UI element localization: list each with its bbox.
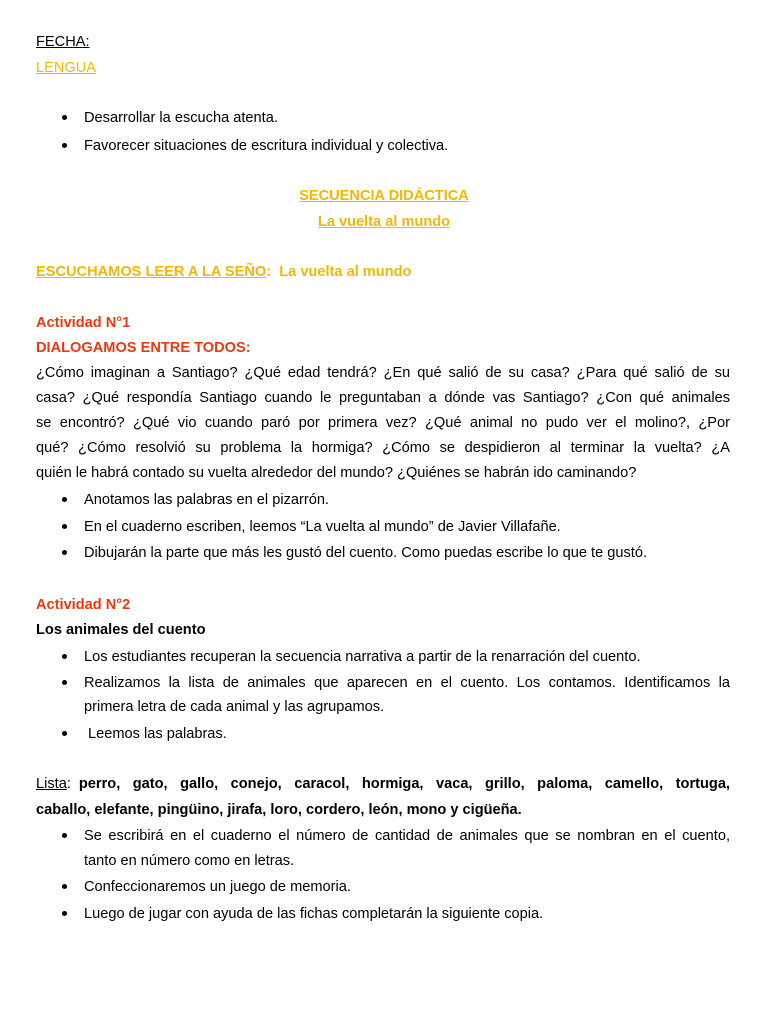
secuencia-subtitle: La vuelta al mundo bbox=[317, 214, 451, 230]
fecha-label: FECHA: bbox=[36, 34, 90, 50]
question-line: se encontró? ¿Qué vio cuando paró por primera vez? ¿Qué animal no pudo ver el molino?, ¿Por bbox=[36, 415, 730, 431]
question-line: casa? ¿Qué respondía Santiago cuando le preguntaban a dónde vas Santiago? ¿Con qué animales bbox=[36, 390, 730, 406]
question-line: quién le habrá contado su vuelta alrededor del mundo? ¿Quiénes se habrán ido caminando? bbox=[36, 465, 637, 481]
actividad1-title: Actividad N°1 bbox=[36, 315, 131, 331]
lista-line: Lista : perro, gato, gallo, conejo, caracol, hormiga, vaca, grillo, paloma, camello, tortuga, bbox=[36, 776, 730, 792]
escuchamos-heading: ESCUCHAMOS LEER A LA SEÑO: La vuelta al mundo bbox=[36, 264, 412, 280]
animal-list: caballo, elefante, pingüino, jirafa, loro, cordero, león, mono y cigüeña. bbox=[36, 802, 522, 818]
actividad1-subtitle: DIALOGAMOS ENTRE TODOS: bbox=[36, 340, 251, 356]
animal-list: perro, gato, gallo, conejo, caracol, hormiga, vaca, grillo, paloma, camello, tortuga, bbox=[78, 776, 730, 792]
document-page: FECHA: LENGUA Desarrollar la escucha atenta. Favorecer situaciones de escritura individual y colectiva. SECUENCIA DIDÁCTICA La vuelta al mundo ESCUCHAMOS LEER A LA SEÑO: La vuelta al mundo Actividad N°1 DIALOGAMOS ENTRE TODOS: ¿Cómo imaginan a Santiago? ¿Qué edad tendrá? ¿En qué salió de su casa? ¿Para qué salió de su casa? ¿Qué respondía Santiago cuando le preguntaban a dónde vas Santiago? ¿Con qué animales se encontró? ¿Qué vio cuando paró por primera vez? ¿Qué animal no pudo ver el molino?, ¿Por qué? ¿Cómo resolvió su problema la hormiga? ¿Cómo se despidieron al terminar la vuelta? ¿A quién le habrá contado su vuelta alrededor del mundo? ¿Quiénes se habrán ido caminando? Anotamos las palabras en el pizarrón. En el cuaderno escriben, leemos “La vuelta al mundo” de Javier Villafañe. Dibujarán la parte que más les gustó del cuento. Como puedas escribe lo que te gustó. Actividad N°2 Los animales del cuento Los estudiantes recuperan la secuencia narrativa a partir de la renarración del cuento. Realizamos la lista de animales que aparecen en el cuento. Los contamos. Identificamos la primera letra de cada animal y las agrupamos. Leemos las palabras. Lista : perro, gato, gallo, conejo, caracol, hormiga, vaca, grillo, paloma, camello, tortuga, caballo, elefante, pingüino, jirafa, loro, cordero, león, mono y cigüeña. Se escribirá en el cuaderno el número de cantidad de animales que se nombran en el cuento, tanto en número como en letras. Confeccionaremos un juego de memoria. Luego de jugar con ayuda de las fichas completarán la siguiente copia. bbox=[0, 0, 768, 1024]
lista-label: Lista bbox=[36, 776, 67, 792]
list-item-continuation: primera letra de cada animal y las agrupamos. bbox=[84, 699, 385, 715]
actividad2-subtitle: Los animales del cuento bbox=[36, 622, 206, 638]
secuencia-title: SECUENCIA DIDÁCTICA bbox=[299, 188, 469, 204]
question-line: ¿Cómo imaginan a Santiago? ¿Qué edad tendrá? ¿En qué salió de su casa? ¿Para qué salió de su bbox=[36, 365, 730, 381]
lengua-label: LENGUA bbox=[36, 60, 97, 76]
list-item-continuation: tanto en número como en letras. bbox=[84, 853, 295, 869]
question-line: qué? ¿Cómo resolvió su problema la hormiga? ¿Cómo se despidieron al terminar la vuelta? ¿A bbox=[36, 440, 730, 456]
actividad2-title: Actividad N°2 bbox=[36, 597, 131, 613]
